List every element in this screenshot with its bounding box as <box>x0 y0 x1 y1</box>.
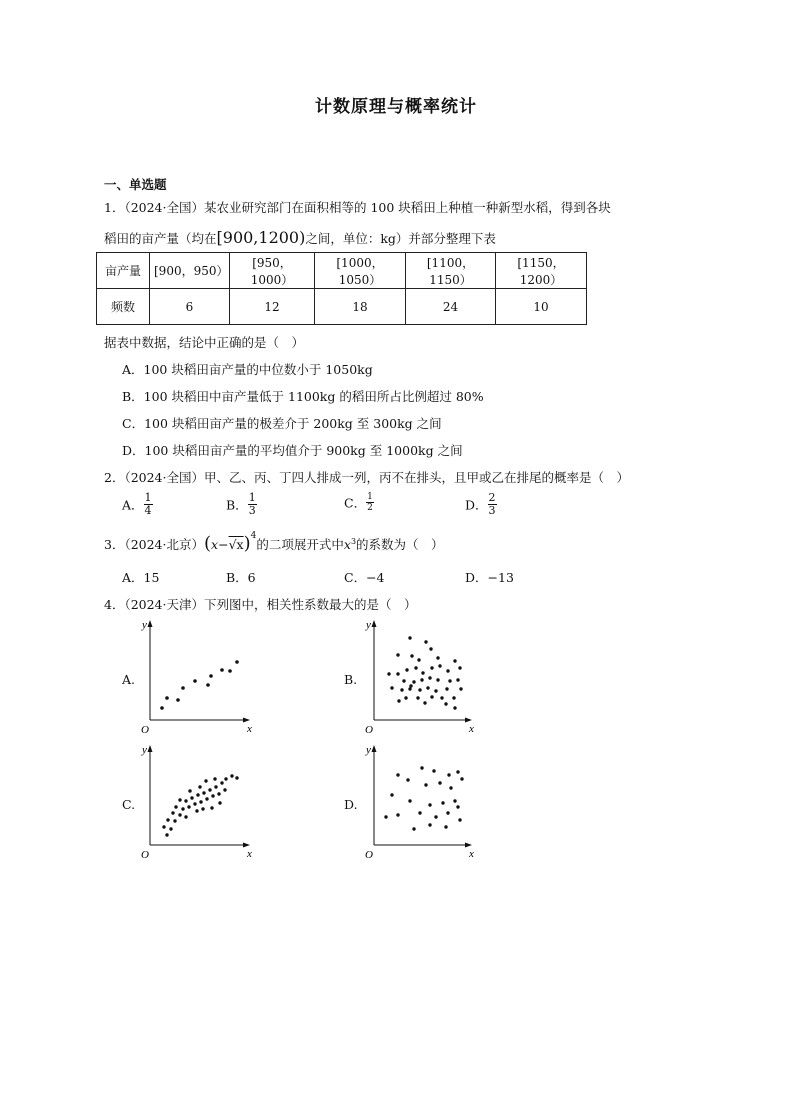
scatter-point <box>209 674 213 678</box>
scatter-point <box>208 788 211 791</box>
q2-option-b[interactable] <box>226 492 257 517</box>
scatter-point <box>456 770 459 773</box>
table-cell: 10 <box>496 289 587 325</box>
scatter-point <box>417 658 420 661</box>
scatter-point <box>220 668 224 672</box>
scatter-point <box>440 696 443 699</box>
q4-option-c-label[interactable]: C. <box>122 797 136 812</box>
table-cell: [900，950） <box>150 253 230 289</box>
origin-label: O <box>141 849 149 861</box>
q2-text: 2．（2024·全国）甲、乙、丙、丁四人排成一列，丙不在排头，且甲或乙在排尾的概率是（ ） <box>104 470 629 485</box>
q1-line1: 1．（2024·全国）某农业研究部门在面积相等的 100 块稻田上种植一种新型水稻，得到各块 <box>104 200 611 215</box>
scatter-point <box>165 696 169 700</box>
scatter-point <box>449 786 452 789</box>
scatter-point <box>456 678 459 681</box>
q3-mid: 的二项展开式中 <box>256 537 344 552</box>
y-axis-arrow-icon <box>372 620 377 627</box>
scatter-point <box>230 774 233 777</box>
origin-label: O <box>365 849 373 861</box>
scatter-point <box>235 660 239 664</box>
scatter-point <box>162 825 165 828</box>
q3-term-x: x <box>343 537 351 552</box>
scatter-point <box>211 794 214 797</box>
scatter-point <box>456 805 459 808</box>
y-axis-label: y <box>142 744 147 756</box>
fraction-denominator: 3 <box>248 504 256 517</box>
scatter-point <box>169 827 172 830</box>
y-axis-arrow-icon <box>372 745 377 752</box>
fraction-denominator: 4 <box>144 504 152 517</box>
scatter-point <box>218 801 221 804</box>
scatter-point <box>235 776 238 779</box>
table-cell: [1150，1200） <box>496 253 587 289</box>
table-cell: 6 <box>150 289 230 325</box>
scatter-point <box>426 686 429 689</box>
scatter-point <box>460 777 463 780</box>
scatter-point <box>418 811 421 814</box>
q3-option-d[interactable]: D．−13 <box>465 570 514 585</box>
origin-label: O <box>141 724 149 736</box>
scatter-point <box>198 785 201 788</box>
scatter-point <box>210 806 213 809</box>
scatter-point <box>429 647 432 650</box>
page-title: 计数原理与概率统计 <box>315 97 477 117</box>
table-cell: [1100，1150） <box>406 253 496 289</box>
scatter-point <box>396 813 399 816</box>
scatter-point <box>448 679 451 682</box>
scatter-point <box>420 766 423 769</box>
scatter-point <box>436 678 439 681</box>
scatter-point <box>184 799 187 802</box>
scatter-point <box>178 813 181 816</box>
x-axis-arrow-icon <box>243 843 250 848</box>
scatter-point <box>204 779 207 782</box>
scatter-point <box>446 811 449 814</box>
scatter-point <box>453 706 456 709</box>
scatter-point <box>166 818 169 821</box>
table-cell: 12 <box>230 289 315 325</box>
scatter-point <box>434 689 437 692</box>
scatter-point <box>195 809 198 812</box>
q1-line2 <box>104 228 496 247</box>
q3-paren-close: ) <box>243 533 251 554</box>
scatter-point <box>420 678 423 681</box>
q3-option-c[interactable]: C．−4 <box>344 570 385 585</box>
scatter-point <box>214 785 217 788</box>
q4-option-b-label[interactable]: B. <box>344 672 358 687</box>
scatter-point <box>444 702 447 705</box>
fraction-numerator: 2 <box>488 491 496 504</box>
scatter-point <box>396 653 399 656</box>
q3-minus: − <box>218 537 229 552</box>
scatter-point <box>396 672 399 675</box>
scatter-point <box>446 669 449 672</box>
scatter-point <box>188 789 191 792</box>
scatter-point <box>459 687 462 690</box>
q1-option-a[interactable]: A．100 块稻田亩产量的中位数小于 1050kg <box>122 362 373 377</box>
table-header-count: 频数 <box>97 289 150 325</box>
scatter-point <box>184 815 187 818</box>
q1-option-b[interactable]: B．100 块稻田中亩产量低于 1100kg 的稻田所占比例超过 80% <box>122 389 484 404</box>
frequency-table <box>96 252 587 325</box>
scatter-point <box>396 773 399 776</box>
scatter-point <box>412 827 415 830</box>
q1-option-c[interactable]: C．100 块稻田亩产量的极差介于 200kg 至 300kg 之间 <box>122 416 442 431</box>
scatter-point <box>201 807 204 810</box>
scatter-point <box>404 696 407 699</box>
scatter-point <box>174 805 177 808</box>
scatter-point <box>220 781 223 784</box>
q2-option-a[interactable] <box>122 492 153 517</box>
q1-option-d[interactable]: D．100 块稻田亩产量的平均值介于 900kg 至 1000kg 之间 <box>122 443 463 458</box>
table-row <box>97 253 587 289</box>
scatter-point <box>424 783 427 786</box>
scatter-plot-c[interactable] <box>140 743 260 863</box>
q3-suffix: 的系数为（ ） <box>356 537 444 552</box>
x-axis-arrow-icon <box>243 718 250 723</box>
scatter-point <box>432 769 435 772</box>
q3-exponent: 4 <box>250 530 257 541</box>
q4-text: 4．（2024·天津）下列图中，相关性系数最大的是（ ） <box>104 597 417 612</box>
scatter-point <box>181 686 185 690</box>
scatter-point <box>187 805 190 808</box>
scatter-point <box>400 688 403 691</box>
scatter-point <box>410 654 413 657</box>
scatter-point <box>390 686 393 689</box>
q3-var-x: x <box>211 537 219 552</box>
scatter-point <box>228 669 232 673</box>
fraction-denominator: 2 <box>367 503 373 513</box>
scatter-point <box>412 680 415 683</box>
scatter-point <box>408 636 411 639</box>
origin-label: O <box>365 724 373 736</box>
scatter-point <box>213 777 216 780</box>
q3-paren-open: ( <box>204 533 212 554</box>
scatter-plot-b[interactable] <box>362 618 482 738</box>
scatter-point <box>428 823 431 826</box>
y-axis-label: y <box>142 619 147 631</box>
scatter-point <box>458 818 461 821</box>
scatter-point <box>193 802 196 805</box>
section-heading: 一、单选题 <box>104 177 167 192</box>
scatter-point <box>390 793 393 796</box>
table-cell: [1000，1050） <box>315 253 406 289</box>
scatter-point <box>205 797 208 800</box>
q4-option-d-label[interactable]: D. <box>344 797 358 812</box>
q3-option-b[interactable]: B．6 <box>226 570 256 585</box>
scatter-point <box>428 676 431 679</box>
fraction-numerator: 1 <box>367 492 373 502</box>
scatter-point <box>178 798 181 801</box>
table-row <box>97 289 587 325</box>
q3-option-a[interactable]: A．15 <box>122 570 160 585</box>
scatter-point <box>223 788 226 791</box>
q2-option-letter: B． <box>226 497 248 513</box>
q1-prompt: 据表中数据，结论中正确的是（ ） <box>104 335 305 350</box>
scatter-point <box>408 687 411 690</box>
scatter-point <box>199 800 202 803</box>
scatter-point <box>173 819 176 822</box>
scatter-point <box>453 659 456 662</box>
y-axis-label: y <box>366 619 371 631</box>
scatter-point <box>430 666 433 669</box>
q2-option-d[interactable] <box>465 492 497 517</box>
scatter-plot-d[interactable] <box>362 743 482 863</box>
scatter-point <box>418 688 421 691</box>
table-cell: [950，1000） <box>230 253 315 289</box>
scatter-point <box>181 807 184 810</box>
scatter-point <box>387 672 390 675</box>
q3-sqrt: √x <box>228 537 244 552</box>
fraction-numerator: 1 <box>144 491 152 504</box>
scatter-point <box>206 683 210 687</box>
scatter-point <box>453 799 456 802</box>
scatter-point <box>190 796 193 799</box>
q3-term-exp: 3 <box>350 536 357 546</box>
scatter-point <box>447 773 450 776</box>
scatter-point <box>441 801 444 804</box>
scatter-point <box>384 815 387 818</box>
scatter-point <box>421 671 424 674</box>
y-axis-arrow-icon <box>148 620 153 627</box>
scatter-point <box>438 664 441 667</box>
y-axis-arrow-icon <box>148 745 153 752</box>
scatter-point <box>405 668 408 671</box>
scatter-point <box>414 666 417 669</box>
q2-option-letter: A． <box>122 497 144 513</box>
scatter-point <box>193 679 197 683</box>
y-axis-label: y <box>366 744 371 756</box>
scatter-point <box>408 799 411 802</box>
x-axis-label: x <box>247 723 252 735</box>
scatter-point <box>423 701 426 704</box>
q2-option-c[interactable] <box>344 492 374 513</box>
q4-option-a-label[interactable]: A. <box>122 672 136 687</box>
scatter-point <box>409 684 412 687</box>
scatter-point <box>397 699 400 702</box>
x-axis-arrow-icon <box>465 718 472 723</box>
scatter-point <box>428 803 431 806</box>
scatter-point <box>452 696 455 699</box>
q3-text <box>104 530 444 554</box>
scatter-point <box>416 696 419 699</box>
scatter-point <box>402 679 405 682</box>
x-axis-arrow-icon <box>465 843 472 848</box>
scatter-point <box>406 778 409 781</box>
scatter-point <box>202 791 205 794</box>
x-axis-label: x <box>247 848 252 860</box>
q3-prefix: 3．（2024·北京） <box>104 537 204 552</box>
scatter-point <box>444 825 447 828</box>
x-axis-label: x <box>469 723 474 735</box>
q2-option-letter: C． <box>344 495 367 511</box>
q1-line2-pre: 稻田的亩产量（均在 <box>104 231 217 246</box>
scatter-point <box>196 793 199 796</box>
table-cell: 24 <box>406 289 496 325</box>
scatter-point <box>160 706 164 710</box>
scatter-plot-a[interactable] <box>140 618 260 738</box>
scatter-point <box>438 781 441 784</box>
q1-line2-post: 之间，单位：kg）并部分整理下表 <box>305 231 496 246</box>
scatter-point <box>171 811 174 814</box>
scatter-point <box>430 695 433 698</box>
scatter-point <box>424 640 427 643</box>
scatter-point <box>224 777 227 780</box>
scatter-point <box>445 687 448 690</box>
scatter-point <box>176 698 180 702</box>
fraction-denominator: 3 <box>488 504 496 517</box>
scatter-point <box>217 792 220 795</box>
scatter-point <box>165 833 168 836</box>
scatter-point <box>458 666 461 669</box>
scatter-point <box>434 815 437 818</box>
table-cell: 18 <box>315 289 406 325</box>
fraction-numerator: 1 <box>248 491 256 504</box>
q1-interval: [900,1200) <box>216 228 306 247</box>
table-header-yield: 亩产量 <box>97 253 150 289</box>
q2-option-letter: D． <box>465 497 488 513</box>
scatter-point <box>436 656 439 659</box>
x-axis-label: x <box>469 848 474 860</box>
